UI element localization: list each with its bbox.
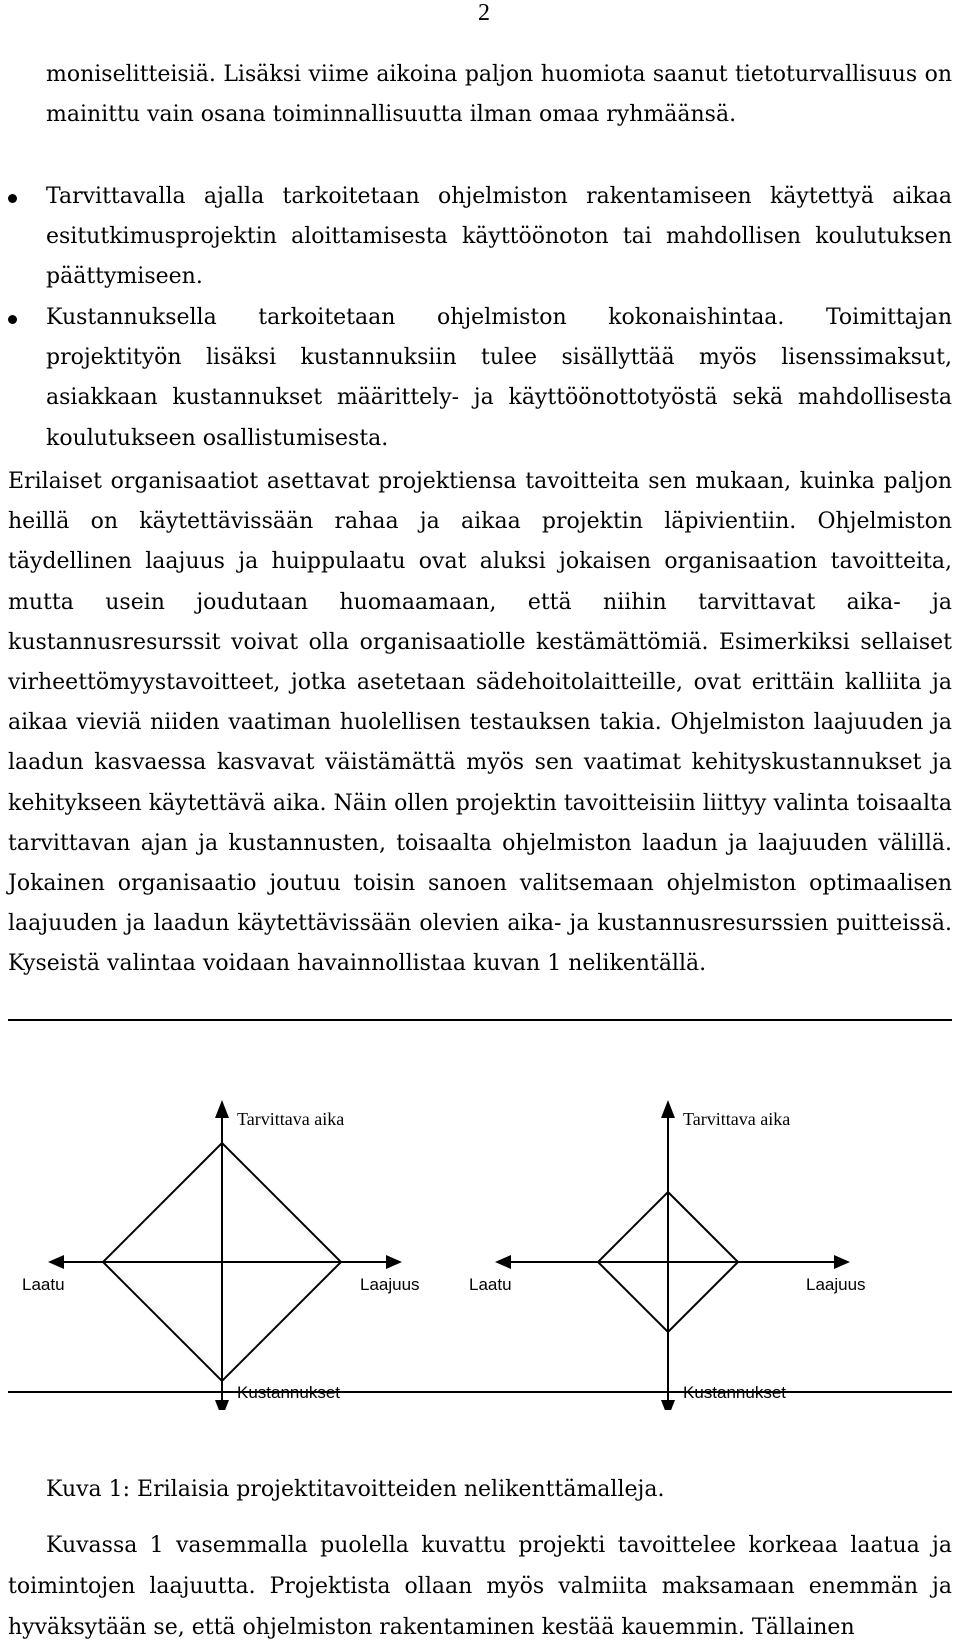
figure-quadrant-diagrams — [0, 1080, 960, 1410]
axis-label-top: Tarvittava aika — [683, 1109, 791, 1129]
figure-bottom-rule — [8, 1391, 952, 1393]
left-quadrant-diagram — [22, 1100, 420, 1410]
axis-label-bottom: Kustannukset — [683, 1383, 787, 1402]
arrow-left-icon — [48, 1255, 64, 1269]
bullet-item: Tarvittavalla ajalla tarkoitetaan ohjelmiston rakentamiseen käytettyä aikaa esitutkimusprojektin aloittamisesta käyttöönoton tai mahdollisen koulutuksen päättymiseen. — [46, 184, 952, 290]
axis-label-left: Laatu — [22, 1275, 65, 1294]
axis-label-right: Laajuus — [806, 1275, 866, 1294]
figure-top-rule — [8, 1019, 952, 1021]
arrow-right-icon — [834, 1255, 850, 1269]
page-number: 2 — [478, 0, 490, 26]
arrow-down-icon — [661, 1400, 675, 1410]
main-paragraph: Erilaiset organisaatiot asettavat projektiensa tavoitteita sen mukaan, kuinka paljon heillä on käytettävissään rahaa ja aikaa projektin läpivientiin. Ohjelmiston täydellinen laajuus ja huippulaatu ovat aluksi jokaisen organisaation tavoitteita, mutta usein joudutaan huomaamaan, että niihin tarvittavat aika- ja kustannusresurssit voivat olla organisaatiolle kestämättömiä. Esimerkiksi sellaiset virheettömyystavoitteet, jotka asetetaan sädehoitolaitteille, ovat erittäin kalliita ja aikaa vieviä niiden vaatiman huolellisen testauksen takia. Ohjelmiston laajuuden ja laadun kasvaessa kasvavat väistämättä myös sen vaatimat kehityskustannukset ja kehitykseen käytettävä aika. Näin ollen projektin tavoitteisiin liittyy valinta toisaalta tarvittavan ajan ja kustannusten, toisaalta ohjelmiston laadun ja laajuuden välillä. Jokainen organisaatio joutuu toisin sanoen valitsemaan ohjelmiston optimaalisen laajuuden ja laadun käytettävissään olevien aika- ja kustannusresurssien puitteissä. Kyseistä valintaa voidaan havainnollistaa kuvan 1 nelikentällä. — [8, 469, 952, 977]
last-paragraph: Kuvassa 1 vasemmalla puolella kuvattu projekti tavoittelee korkeaa laatua ja toimintojen laajuutta. Projektista ollaan myös valmiita maksamaan enemmän ja hyväksytään se, että ohjelmiston rakentaminen kestää kauemmin. Tällainen — [8, 1533, 952, 1640]
continuation-text: moniselitteisiä. Lisäksi viime aikoina paljon huomiota saanut tietoturvallisuus on mainittu vain osana toiminnallisuutta ilman omaa ryhmäänsä. — [46, 62, 952, 128]
arrow-left-icon — [495, 1255, 511, 1269]
arrow-up-icon — [661, 1100, 675, 1118]
figure-caption: Kuva 1: Erilaisia projektitavoitteiden nelikenttämalleja. — [46, 1477, 665, 1502]
arrow-down-icon — [215, 1400, 229, 1410]
axis-label-top: Tarvittava aika — [237, 1109, 345, 1129]
right-quadrant-diagram — [469, 1100, 866, 1410]
bullet-item: Kustannuksella tarkoitetaan ohjelmiston kokonaishintaa. Toimittajan projektityön lisäksi kustannuksiin tulee sisällyttää myös lisenssimaksut, asiakkaan kustannukset määrittely- ja käyttöönottotyöstä sekä mahdollisesta koulutukseen osallistumisesta. — [46, 305, 952, 451]
axis-label-left: Laatu — [469, 1275, 512, 1294]
bullet-icon — [8, 194, 17, 203]
arrow-up-icon — [215, 1100, 229, 1118]
axis-label-bottom: Kustannukset — [237, 1383, 341, 1402]
bullet-icon — [8, 315, 17, 324]
axis-label-right: Laajuus — [360, 1275, 420, 1294]
arrow-right-icon — [386, 1255, 402, 1269]
